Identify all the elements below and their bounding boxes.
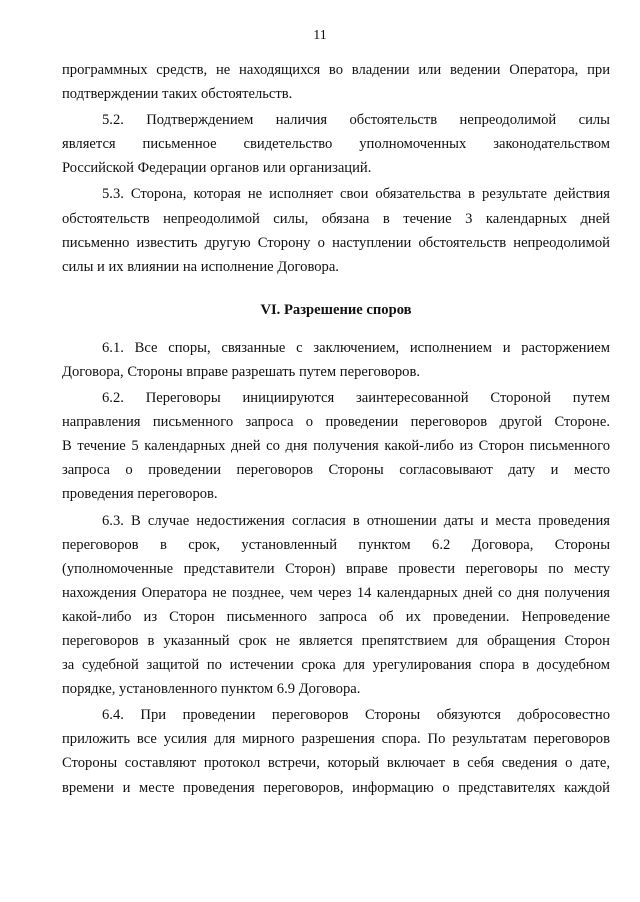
- paragraph-p-5-3: [62, 182, 610, 278]
- text-line: направления письменного запроса о проведении переговоров другой Стороне.: [62, 414, 610, 431]
- paragraph-p-6-1: [62, 336, 610, 384]
- text-line: нахождения Оператора не позднее, чем через 14 календарных дней со дня получения: [62, 584, 610, 601]
- text-line: за судебной защитой по истечении срока для урегулирования спора в досудебном: [62, 657, 610, 674]
- text-line: переговоров в срок, установленный пунктом 6.2 Договора, Стороны: [62, 536, 610, 553]
- paragraphs-after: [62, 336, 610, 800]
- text-line: 5.3. Сторона, которая не исполняет свои обязательства в результате действия: [102, 186, 610, 203]
- text-line: (уполномоченные представители Сторон) вправе провести переговоры по месту: [62, 560, 610, 577]
- text-line: 5.2. Подтверждением наличия обстоятельств непреодолимой силы: [102, 112, 610, 129]
- text-line: переговоров в указанный срок не является препятствием для обращения Сторон: [62, 632, 610, 649]
- text-line: какой-либо из Сторон письменного запроса об их проведении. Непроведение: [62, 608, 610, 625]
- text-line: обстоятельств непреодолимой силы, обязана в течение 3 календарных дней: [62, 210, 610, 227]
- section-heading: VI. Разрешение споров: [260, 301, 412, 318]
- text-line: является письменное свидетельство уполномоченных законодательством: [62, 136, 610, 153]
- text-line: подтверждении таких обстоятельств.: [62, 86, 293, 103]
- text-line: силы и их влиянии на исполнение Договора.: [62, 258, 339, 275]
- text-line: Российской Федерации органов или организаций.: [62, 160, 372, 177]
- text-line: времени и месте проведения переговоров, информацию о представителях каждой: [62, 779, 610, 796]
- text-line: 6.1. Все споры, связанные с заключением, исполнением и расторжением: [102, 339, 610, 356]
- text-line: запроса о проведении переговоров Стороны согласовывают дату и место: [62, 462, 610, 479]
- document-body: [62, 58, 610, 800]
- page-number: 11: [313, 28, 327, 43]
- paragraph-p-6-4: [62, 703, 610, 799]
- text-line: 6.3. В случае недостижения согласия в отношении даты и места проведения: [102, 512, 610, 529]
- text-line: проведения переговоров.: [62, 486, 218, 503]
- text-line: В течение 5 календарных дней со дня получения какой-либо из Сторон письменного: [62, 438, 610, 455]
- paragraph-p-cont: [62, 58, 610, 106]
- text-line: письменно известить другую Сторону о наступлении обстоятельств непреодолимой: [62, 234, 610, 251]
- paragraph-p-6-2: [62, 386, 610, 506]
- text-line: Договора, Стороны вправе разрешать путем переговоров.: [62, 363, 420, 380]
- text-line: 6.2. Переговоры инициируются заинтересованной Стороной путем: [102, 390, 610, 407]
- text-line: Стороны составляют протокол встречи, который включает в себя сведения о дате,: [62, 755, 610, 772]
- paragraph-p-6-3: [62, 509, 610, 702]
- paragraph-p-5-2: [62, 108, 610, 180]
- text-line: приложить все усилия для мирного разрешения спора. По результатам переговоров: [62, 731, 610, 748]
- text-line: программных средств, не находящихся во владении или ведении Оператора, при: [62, 62, 610, 78]
- text-line: порядке, установленного пунктом 6.9 Договора.: [62, 681, 361, 698]
- paragraphs-before: [62, 58, 610, 279]
- text-line: 6.4. При проведении переговоров Стороны обязуются добросовестно: [102, 707, 610, 724]
